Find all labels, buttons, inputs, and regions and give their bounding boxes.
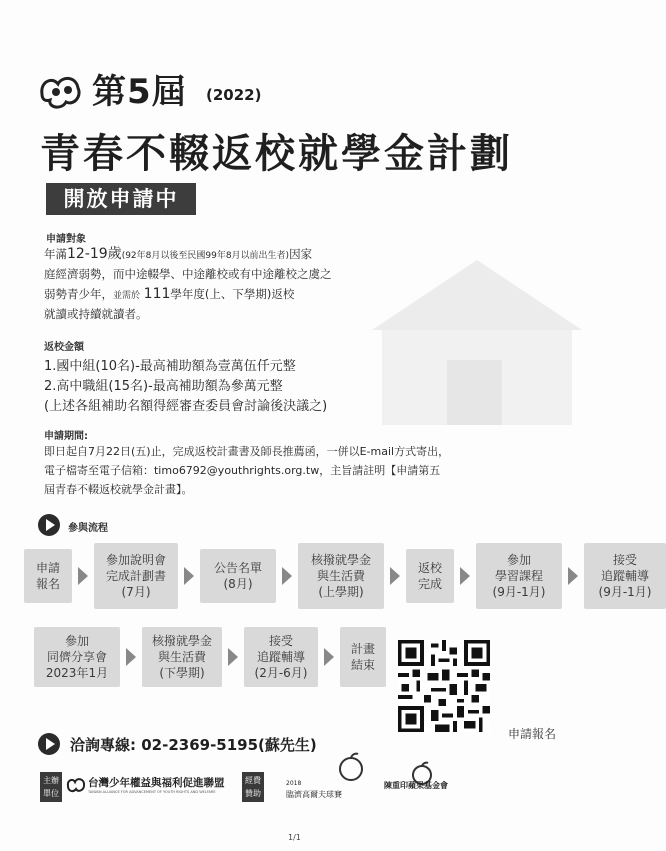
- contact-arrow-icon: [38, 733, 60, 755]
- step-line: 返校: [417, 561, 442, 575]
- page-number: 1/1: [288, 833, 301, 842]
- flow-arrow-icon: [324, 648, 334, 666]
- step-line: 同儕分享會: [46, 650, 107, 664]
- flow-row2-step-1: [34, 627, 120, 687]
- flow-row1-step-4: [298, 543, 384, 609]
- sponsor2-name: 陳重印蘋果基金會: [384, 781, 448, 790]
- flow-arrow-icon: [78, 567, 88, 585]
- step-line: 與生活費: [316, 569, 365, 583]
- flow-arrow-icon: [228, 648, 238, 666]
- flow-arrow-icon: [126, 648, 136, 666]
- step-line: 參加說明會: [105, 553, 166, 567]
- host-org-name-en: TAIWAN ALLIANCE FOR ADVANCEMENT OF YOUTH RIGHTS AND WELFARE: [88, 790, 216, 794]
- flow-row1-step-2: [94, 543, 178, 609]
- flow-arrow-icon: [282, 567, 292, 585]
- flow-row2-step-2: [142, 627, 222, 687]
- edition-title: 第5屆: [92, 72, 187, 112]
- step-line: 2023年1月: [45, 666, 109, 680]
- eligibility-age: 12-19歲: [67, 246, 122, 262]
- step-line: 追蹤輔導: [600, 569, 649, 583]
- flow-row1-step-7: [584, 543, 666, 609]
- amount-label: 返校金額: [44, 342, 84, 353]
- step-line: 學習課程: [494, 569, 543, 583]
- flow-row2-step-4: [340, 627, 386, 687]
- eligibility-birth-note: (92年8月以後至民國99年8月以前出生者): [121, 251, 290, 261]
- step-line: 參加: [64, 634, 89, 648]
- amount-item-1: 1.國中組(10名)-最高補助額為壹萬伍仟元整: [44, 359, 296, 374]
- step-line: 追蹤輔導: [256, 650, 305, 664]
- eligibility-label: 申請對象: [46, 234, 86, 245]
- period-line-1: 即日起自7月22日(五)止，完成返校計畫書及師長推薦函，一併以E-mail方式寄出，: [44, 445, 450, 458]
- period-line-2: 電子檔寄至電子信箱：timo6792@youthrights.org.tw，主旨請註明【申請第五: [44, 464, 441, 477]
- flow-arrow-icon: [184, 567, 194, 585]
- step-line: 核撥就學金: [151, 634, 212, 648]
- step-line: (9月-1月): [492, 585, 546, 599]
- step-line: 公告名單: [213, 561, 262, 575]
- flow-arrow-icon: [38, 514, 60, 536]
- page-title: 青春不輟返校就學金計劃: [40, 131, 513, 177]
- flow-arrow-icon: [568, 567, 578, 585]
- step-line: 計畫: [350, 642, 375, 656]
- open-badge: 開放申請中: [46, 183, 196, 215]
- eligibility-line-3: [44, 285, 294, 306]
- host-org-name: 台灣少年權益與福利促進聯盟: [88, 777, 225, 789]
- amount-item-2: 2.高中職組(15名)-最高補助額為參萬元整: [44, 379, 283, 394]
- eligibility-text: 學年度(上、下學期)返校: [170, 287, 295, 301]
- apple-logo-icon: [334, 752, 368, 782]
- step-line: (9月-1月): [598, 585, 652, 599]
- flow-row-1: [24, 543, 666, 609]
- step-line: (上學期): [318, 585, 364, 599]
- eligibility-text: 弱勢青少年，: [44, 287, 113, 301]
- qr-code[interactable]: [398, 640, 490, 732]
- house-watermark: [352, 250, 602, 430]
- eligibility-school-year: 111: [143, 286, 171, 302]
- period-line-3: 屆青春不輟返校就學金計畫】。: [44, 483, 193, 496]
- flow-row-2: [34, 627, 386, 687]
- sponsor-tag: 經費贊助: [242, 772, 264, 802]
- step-line: (2月-6月): [254, 666, 308, 680]
- step-line: 結束: [350, 658, 375, 672]
- host-tag: 主辦單位: [40, 772, 62, 802]
- edition-year: (2022): [206, 86, 262, 104]
- flow-label: 參與流程: [68, 523, 108, 534]
- flow-row1-step-5: [406, 549, 454, 603]
- step-line: 完成: [417, 577, 442, 591]
- amount-item-3: (上述各組補助名額得經審查委員會討論後決議之): [44, 399, 328, 414]
- sponsor1-year: 2018: [286, 780, 302, 787]
- eligibility-text: 因家: [289, 247, 313, 261]
- league-logo-icon: [38, 72, 86, 112]
- step-line: (7月): [121, 585, 151, 599]
- eligibility-note: 並需於: [113, 291, 141, 301]
- flow-row1-step-3: [200, 549, 276, 603]
- qr-label: 申請報名: [508, 727, 557, 741]
- flow-arrow-icon: [460, 567, 470, 585]
- eligibility-line-4: 就讀或持續就讀者。: [44, 307, 148, 321]
- step-line: 接受: [612, 553, 637, 567]
- step-line: (下學期): [159, 666, 205, 680]
- flow-row1-step-1: [24, 549, 72, 603]
- step-line: 接受: [268, 634, 293, 648]
- alliance-logo-icon: [66, 776, 86, 794]
- step-line: 完成計劃書: [105, 569, 166, 583]
- eligibility-line-2: 庭經濟弱勢，而中途輟學、中途離校或有中途離校之虞之: [44, 267, 332, 281]
- step-line: 參加: [506, 553, 531, 567]
- eligibility-line-1: [44, 245, 312, 266]
- sponsor1-name: 臨濟高爾夫球賽: [286, 790, 342, 799]
- period-label: 申請期間:: [44, 431, 88, 442]
- flow-arrow-icon: [390, 567, 400, 585]
- step-line: 報名: [35, 577, 60, 591]
- step-line: 與生活費: [157, 650, 206, 664]
- contact-phone[interactable]: 洽詢專線: 02-2369-5195(蘇先生): [70, 736, 317, 754]
- step-line: 申請: [35, 561, 60, 575]
- step-line: (8月): [223, 577, 253, 591]
- eligibility-text: 年滿: [44, 247, 67, 261]
- flow-row2-step-3: [244, 627, 318, 687]
- flow-row1-step-6: [476, 543, 562, 609]
- step-line: 核撥就學金: [310, 553, 371, 567]
